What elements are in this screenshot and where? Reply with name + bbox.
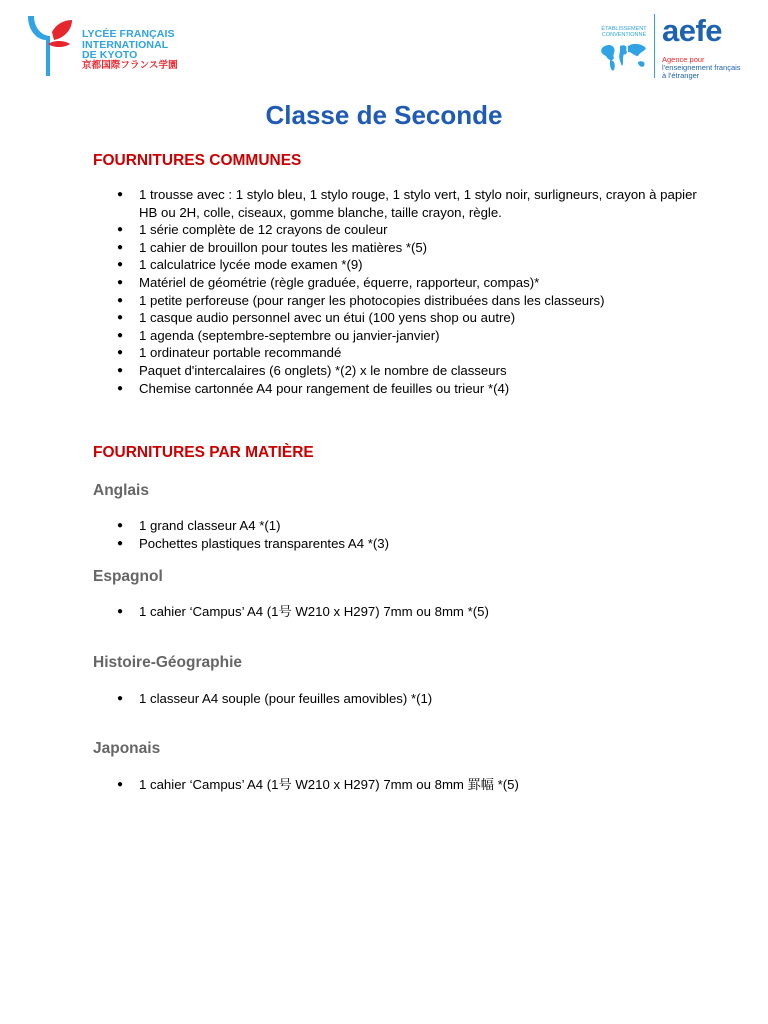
list-item: ● 1 calculatrice lycée mode examen *(9) xyxy=(139,256,699,274)
list-item: ● Chemise cartonnée A4 pour rangement de feuilles ou trieur *(4) xyxy=(139,380,699,398)
histoire-geographie-list xyxy=(139,690,699,708)
list-item: ● 1 agenda (septembre-septembre ou janvier-janvier) xyxy=(139,327,699,345)
list-item: ● 1 casque audio personnel avec un étui (100 yens shop ou autre) xyxy=(139,309,699,327)
aefe-logo xyxy=(596,12,746,80)
subject-title-anglais: Anglais xyxy=(93,482,149,499)
fournitures-communes-list xyxy=(139,186,699,397)
list-item: ● 1 grand classeur A4 *(1) xyxy=(139,517,699,535)
list-item: ● 1 cahier de brouillon pour toutes les matières *(5) xyxy=(139,239,699,257)
aefe-divider xyxy=(654,14,655,78)
list-item: ● 1 cahier ‘Campus’ A4 (1号 W210 x H297) 7mm ou 8mm 罫幅 *(5) xyxy=(139,776,699,794)
world-map-icon xyxy=(598,40,648,74)
list-item: ● 1 trousse avec : 1 stylo bleu, 1 stylo rouge, 1 stylo vert, 1 stylo noir, surligneurs, crayon à papier HB ou 2H, colle, ciseaux, gomme blanche, taille crayon, règle. xyxy=(139,186,699,221)
page-header xyxy=(0,0,768,90)
lfik-wordmark: LYCÉE FRANÇAIS INTERNATIONAL DE KYOTO 京都国際フランス学園 xyxy=(82,28,178,71)
page-title: Classe de Seconde xyxy=(265,100,503,130)
anglais-list xyxy=(139,517,699,552)
section-title-fournitures-par-matiere: FOURNITURES PAR MATIÈRE xyxy=(93,444,314,461)
subject-title-japonais: Japonais xyxy=(93,740,161,757)
lycee-francais-kyoto-logo xyxy=(24,14,184,80)
japonais-list xyxy=(139,776,699,794)
aefe-wordmark: aefe xyxy=(662,13,723,48)
aefe-conventionne-label: ÉTABLISSEMENT CONVENTIONNÉ xyxy=(601,26,647,38)
espagnol-list xyxy=(139,603,699,621)
subject-title-histoire-geographie: Histoire-Géographie xyxy=(93,654,242,671)
list-item: ● 1 petite perforeuse (pour ranger les photocopies distribuées dans les classeurs) xyxy=(139,292,699,310)
list-item: ● Paquet d'intercalaires (6 onglets) *(2) x le nombre de classeurs xyxy=(139,362,699,380)
list-item: ● 1 cahier ‘Campus’ A4 (1号 W210 x H297) 7mm ou 8mm *(5) xyxy=(139,603,699,621)
list-item: ● Pochettes plastiques transparentes A4 *(3) xyxy=(139,535,699,553)
list-item: ● 1 série complète de 12 crayons de couleur xyxy=(139,221,699,239)
subject-title-espagnol: Espagnol xyxy=(93,568,163,585)
list-item: ● Matériel de géométrie (règle graduée, équerre, rapporteur, compas)* xyxy=(139,274,699,292)
section-title-fournitures-communes: FOURNITURES COMMUNES xyxy=(93,152,302,169)
aefe-tagline: Agence pour l'enseignement français à l'étranger xyxy=(662,55,741,80)
list-item: ● 1 ordinateur portable recommandé xyxy=(139,344,699,362)
list-item: ● 1 classeur A4 souple (pour feuilles amovibles) *(1) xyxy=(139,690,699,708)
lfik-emblem-icon xyxy=(24,14,76,78)
